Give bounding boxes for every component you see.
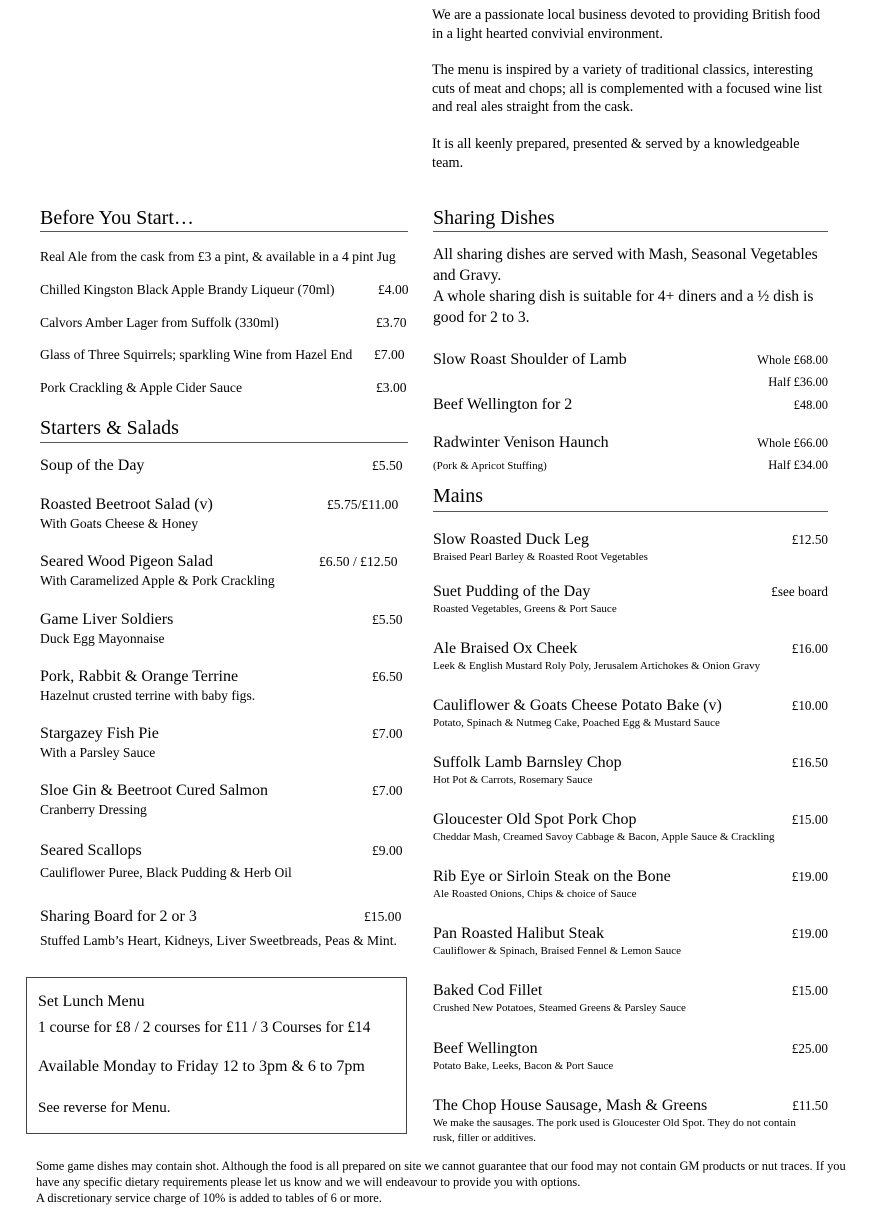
item-price: £25.00 [791, 1041, 828, 1056]
item-price: £48.00 [793, 398, 828, 412]
menu-item [433, 395, 828, 415]
menu-item [433, 753, 828, 788]
item-name: Roasted Beetroot Salad (v) [40, 496, 213, 513]
item-price: £15.00 [791, 983, 828, 998]
section-divider [433, 231, 828, 232]
item-price: £6.50 / £12.50 [319, 554, 398, 569]
set-lunch-hours: Available Monday to Friday 12 to 3pm & 6 to 7pm [38, 1058, 365, 1075]
item-name: Baked Cod Fillet [433, 982, 543, 999]
item-name: Pan Roasted Halibut Steak [433, 925, 605, 942]
item-name: Soup of the Day [40, 457, 145, 474]
item-name: The Chop House Sausage, Mash & Greens [433, 1097, 708, 1114]
item-price: £4.00 [378, 282, 409, 297]
item-description: Cauliflower Puree, Black Pudding & Herb Oil [40, 865, 292, 880]
section-divider [433, 511, 828, 512]
item-price: £11.50 [792, 1098, 828, 1113]
item-description: Cranberry Dressing [40, 802, 147, 817]
item-price: £15.00 [791, 812, 828, 827]
item-name: Rib Eye or Sirloin Steak on the Bone [433, 868, 671, 885]
item-name: Gloucester Old Spot Pork Chop [433, 811, 637, 828]
item-description: Braised Pearl Barley & Roasted Root Vegetables [433, 551, 648, 563]
menu-item [433, 696, 828, 731]
item-name: Pork, Rabbit & Orange Terrine [40, 668, 239, 685]
item-name: Suffolk Lamb Barnsley Chop [433, 754, 622, 771]
set-lunch-prices: 1 course for £8 / 2 courses for £11 / 3 Courses for £14 [38, 1019, 371, 1036]
footer-notes [36, 1158, 856, 1206]
item-price: £5.75/£11.00 [327, 497, 399, 512]
list-item: Real Ale from the cask from £3 a pint, & available in a 4 pint Jug [40, 249, 396, 264]
item-name: Ale Braised Ox Cheek [433, 640, 578, 657]
menu-item [433, 639, 828, 674]
list-item: Chilled Kingston Black Apple Brandy Liqueur (70ml) [40, 282, 335, 297]
menu-item [40, 667, 408, 705]
item-name: Stargazey Fish Pie [40, 725, 159, 742]
item-name: Sloe Gin & Beetroot Cured Salmon [40, 782, 268, 799]
sharing-intro-line: A whole sharing dish is suitable for 4+ diners and a ½ dish is good for 2 to 3. [433, 288, 814, 326]
allergen-note: Some game dishes may contain shot. Although the food is all prepared on site we cannot guarantee that our food may not contain GM products or nut traces. If you have any specific dietary requirements please let us know and we will endeavour to provide you with options. [36, 1159, 846, 1189]
menu-item [433, 530, 828, 565]
item-price: £16.00 [791, 641, 828, 656]
menu-item [40, 841, 408, 882]
item-name: Slow Roasted Duck Leg [433, 531, 589, 548]
item-description: Potato Bake, Leeks, Bacon & Port Sauce [433, 1060, 614, 1072]
item-name: Seared Wood Pigeon Salad [40, 553, 214, 570]
item-price-whole: Whole £68.00 [757, 353, 828, 367]
menu-item [433, 810, 828, 845]
item-price: £5.50 [372, 458, 403, 473]
item-price-half: Half £34.00 [768, 458, 828, 472]
intro-paragraph: It is all keenly prepared, presented & served by a knowledgeable team. [432, 135, 800, 171]
menu-item [433, 981, 828, 1016]
item-price: £7.00 [374, 347, 405, 362]
item-description: Ale Roasted Onions, Chips & choice of Sauce [433, 888, 637, 900]
menu-item [40, 552, 408, 590]
item-description: Leek & English Mustard Roly Poly, Jerusalem Artichokes & Onion Gravy [433, 660, 761, 672]
menu-item [40, 724, 408, 762]
item-price: £7.00 [372, 783, 403, 798]
item-description: Crushed New Potatoes, Steamed Greens & Parsley Sauce [433, 1002, 686, 1014]
item-name: Cauliflower & Goats Cheese Potato Bake (v) [433, 697, 722, 714]
set-lunch-title: Set Lunch Menu [38, 993, 145, 1010]
item-price: £see board [771, 584, 828, 599]
menu-item [433, 582, 828, 617]
item-name: Sharing Board for 2 or 3 [40, 908, 197, 925]
before-you-start-list [40, 248, 410, 398]
menu-item [433, 350, 828, 389]
item-name: Suet Pudding of the Day [433, 583, 591, 600]
menu-item [40, 495, 408, 533]
item-price: £19.00 [791, 869, 828, 884]
item-name: Radwinter Venison Haunch [433, 434, 609, 451]
item-price: £6.50 [372, 669, 403, 684]
section-divider [40, 442, 408, 443]
item-price: £15.00 [364, 909, 402, 924]
before-you-start-heading: Before You Start… [40, 207, 194, 229]
item-name: Game Liver Soldiers [40, 611, 174, 628]
menu-item [433, 1096, 828, 1146]
item-price: £10.00 [791, 698, 828, 713]
menu-item [40, 907, 400, 951]
list-item: Pork Crackling & Apple Cider Sauce [40, 380, 242, 395]
starters-heading: Starters & Salads [40, 417, 179, 439]
item-name: Beef Wellington for 2 [433, 396, 573, 413]
item-price: £7.00 [372, 726, 403, 741]
item-price: £3.70 [376, 315, 407, 330]
menu-item [433, 924, 828, 959]
item-name: Seared Scallops [40, 842, 142, 859]
item-description: Hazelnut crusted terrine with baby figs. [40, 688, 256, 703]
list-item: Calvors Amber Lager from Suffolk (330ml) [40, 315, 279, 330]
item-description: (Pork & Apricot Stuffing) [433, 460, 547, 472]
menu-item [433, 433, 828, 475]
item-price: £12.50 [791, 532, 828, 547]
menu-item [433, 1039, 828, 1074]
item-price: £19.00 [791, 926, 828, 941]
item-description: Potato, Spinach & Nutmeg Cake, Poached Egg & Mustard Sauce [433, 717, 720, 729]
item-price-whole: Whole £66.00 [757, 436, 828, 450]
set-lunch-box [26, 977, 407, 1134]
intro-text [432, 6, 832, 190]
item-price: £3.00 [376, 380, 407, 395]
sharing-intro-line: All sharing dishes are served with Mash, Seasonal Vegetables and Gravy. [433, 246, 818, 284]
item-description: Stuffed Lamb’s Heart, Kidneys, Liver Sweetbreads, Peas & Mint. [40, 933, 397, 948]
item-price: £16.50 [791, 755, 828, 770]
section-divider [40, 231, 408, 232]
item-price: £9.00 [372, 843, 403, 858]
mains-heading: Mains [433, 485, 483, 507]
item-description: With Goats Cheese & Honey [40, 516, 199, 531]
item-name: Slow Roast Shoulder of Lamb [433, 351, 627, 368]
item-description: We make the sausages. The pork used is Gloucester Old Spot. They do not contain rusk, filler or additives. [433, 1117, 796, 1144]
item-name: Beef Wellington [433, 1040, 538, 1057]
item-description: Duck Egg Mayonnaise [40, 631, 165, 646]
item-price: £5.50 [372, 612, 403, 627]
set-lunch-note: See reverse for Menu. [38, 1100, 171, 1116]
service-charge-note: A discretionary service charge of 10% is added to tables of 6 or more. [36, 1191, 382, 1205]
intro-paragraph: The menu is inspired by a variety of traditional classics, interesting cuts of meat and chops; all is complemented with a focused wine list and real ales straight from the cask. [432, 62, 823, 116]
list-item: Glass of Three Squirrels; sparkling Wine from Hazel End [40, 347, 353, 362]
item-price-half: Half £36.00 [768, 375, 828, 389]
item-description: Hot Pot & Carrots, Rosemary Sauce [433, 774, 593, 786]
sharing-heading: Sharing Dishes [433, 207, 555, 229]
item-description: Cheddar Mash, Creamed Savoy Cabbage & Bacon, Apple Sauce & Crackling [433, 831, 775, 843]
intro-paragraph: We are a passionate local business devoted to providing British food in a light hearted convivial environment. [432, 7, 821, 42]
menu-item [40, 781, 408, 819]
item-description: Roasted Vegetables, Greens & Port Sauce [433, 603, 617, 615]
item-description: Cauliflower & Spinach, Braised Fennel & Lemon Sauce [433, 945, 682, 957]
menu-item [433, 867, 828, 902]
item-description: With Caramelized Apple & Pork Crackling [40, 573, 275, 588]
item-description: With a Parsley Sauce [40, 745, 156, 760]
sharing-intro [433, 244, 828, 328]
menu-item [40, 610, 408, 648]
menu-item [40, 456, 408, 476]
